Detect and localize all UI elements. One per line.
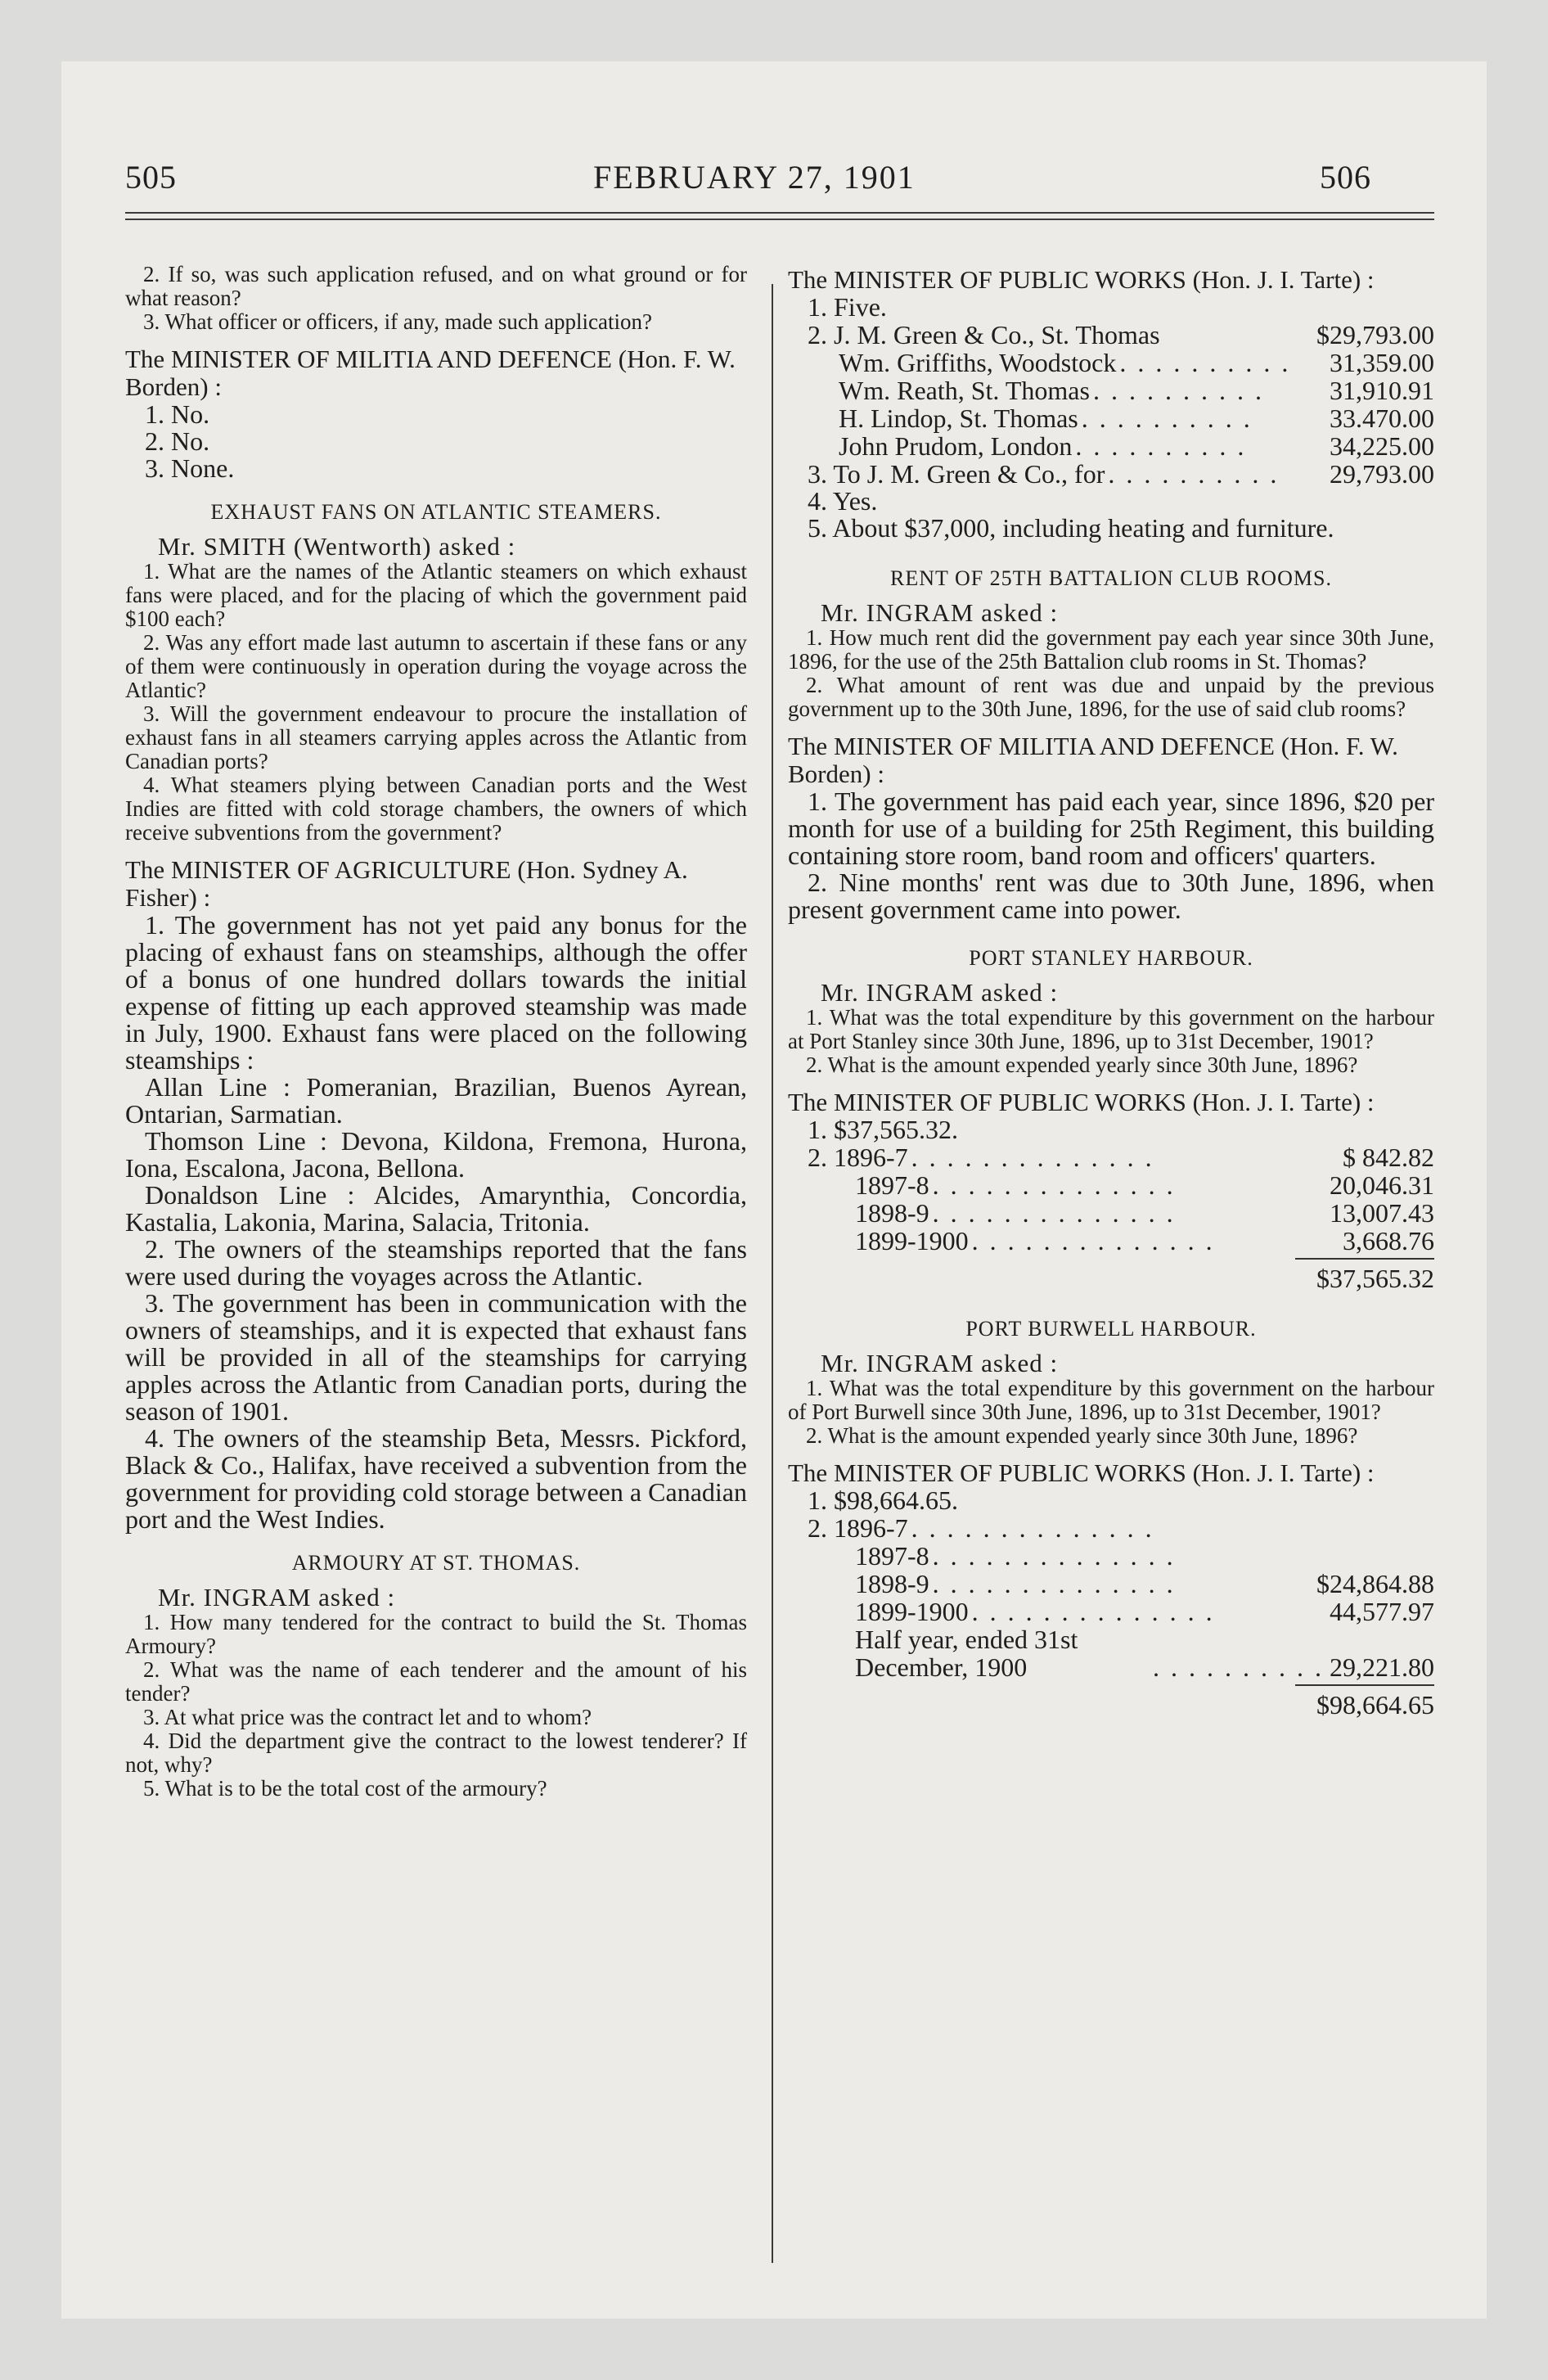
fiscal-year: 1897-8 [855,1541,929,1571]
answer: 1. Five. [808,292,887,322]
tender-name: Wm. Reath, St. Thomas [839,376,1090,405]
answer: 2. Nine months' rent was due to 30th June, 1896, when present government came into power. [788,868,1434,924]
tender-amount: 34,225.00 [1330,431,1434,461]
header-rule-top [125,212,1434,214]
question: 2. Was any effort made last autumn to ascertain if these fans or any of them were continuously in operation during the voyage across the Atlantic? [125,630,747,702]
tender-row: Wm. Reath, St. Thomas . . . . . . . . . . 31,910.91 [839,376,1434,405]
question: 1. How many tendered for the contract to build the St. Thomas Armoury? [125,1610,747,1658]
minister-name: The MINISTER OF AGRICULTURE (Hon. Sydney A. Fisher) : [125,855,688,912]
tender-name: 2. J. M. Green & Co., St. Thomas [808,320,1160,349]
answer: 3. The government has been in communication with the owners of steamships, and it is expected that exhaust fans will be provided in all of the steamships for carrying apples across the Atlantic from Canadian ports, during the season of 1901. [125,1288,747,1426]
fiscal-year: 1897-8 [855,1170,929,1200]
minister-name: The MINISTER OF PUBLIC WORKS (Hon. J. I. Tarte) : [788,265,1375,294]
answer: 1. No. [145,399,210,429]
expenditure-row: Half year, ended 31st December, 1900 . . . . . . . . . . 29,221.80 [855,1625,1434,1682]
left-page-number: 505 [125,159,177,196]
answer: 4. The owners of the steamship Beta, Messrs. Pickford, Black & Co., Halifax, have received a subvention from the government for providing cold storage between a Canadian port and the West Indies. [125,1423,747,1534]
question: 2. If so, was such application refused, and on what ground or for what reason? [125,262,747,310]
tender-row: Wm. Griffiths, Woodstock . . . . . . . . . . 31,359.00 [839,348,1434,377]
question: 5. What is to be the total cost of the armoury? [143,1776,547,1801]
question: 3. What officer or officers, if any, made such application? [143,309,653,334]
left-column [125,263,747,1801]
answer: 1. The government has paid each year, since 1896, $20 per month for use of a building for 25th Regiment, this building containing store room, band room and officers' quarters. [788,787,1434,870]
minister-name: The MINISTER OF PUBLIC WORKS (Hon. J. I. Tarte) : [788,1088,1375,1116]
amount: $24,864.88 [1316,1569,1434,1598]
tender-row: John Prudom, London . . . . . . . . . . 34,225.00 [839,431,1434,461]
stanley-total: $37,565.32 [1316,1264,1434,1293]
tender-row: H. Lindop, St. Thomas . . . . . . . . . . 33.470.00 [839,403,1434,433]
page-date: FEBRUARY 27, 1901 [593,159,916,196]
burwell-total: $98,664.65 [1316,1690,1434,1720]
tender-name: John Prudom, London [839,431,1073,461]
expenditure-row: 2. 1896-7 . . . . . . . . . . . . . . [808,1513,1154,1543]
member-asked: Mr. SMITH (Wentworth) asked : [158,532,516,561]
expenditure-row: 1897-8 . . . . . . . . . . . . . . [855,1541,1176,1571]
newspaper-page [61,61,1487,2319]
answer: 2. The owners of the steamships reported that the fans were used during the voyages across the Atlantic. [125,1234,747,1291]
question: 4. Did the department give the contract to the lowest tenderer? If not, why? [125,1729,747,1777]
member-asked: Mr. INGRAM asked : [821,1349,1059,1377]
tender-amount: 31,359.00 [1330,348,1434,377]
minister-name: The MINISTER OF PUBLIC WORKS (Hon. J. I. Tarte) : [788,1458,1375,1487]
tender-amount: $29,793.00 [1316,320,1434,349]
section-heading: EXHAUST FANS ON ATLANTIC STEAMERS. [210,500,662,524]
section-heading: PORT STANLEY HARBOUR. [969,946,1253,970]
expenditure-row: 1899-1900 . . . . . . . . . . . . . . 44,577.97 [855,1597,1434,1626]
tender-name: H. Lindop, St. Thomas [839,403,1078,433]
answer: Allan Line : Pomeranian, Brazilian, Buenos Ayrean, Ontarian, Sarmatian. [125,1072,747,1129]
question: 2. What was the name of each tenderer and the amount of his tender? [125,1657,747,1706]
answer: 1. $98,664.65. [808,1485,958,1515]
answer: 2. No. [145,426,210,456]
amount: 20,046.31 [1330,1170,1434,1200]
right-page-number: 506 [1320,159,1371,196]
fiscal-year: 1899-1900 [855,1597,969,1626]
fiscal-year: 1898-9 [855,1569,929,1598]
right-column [788,263,1434,1719]
amount: 13,007.43 [1330,1198,1434,1228]
answer: Thomson Line : Devona, Kildona, Fremona, Hurona, Iona, Escalona, Jacona, Bellona. [125,1126,747,1183]
answer: 3. None. [145,453,235,483]
expenditure-row: 2. 1896-7 . . . . . . . . . . . . . . $ 842.82 [808,1143,1434,1172]
amount: $ 842.82 [1343,1143,1434,1172]
fiscal-year: 1899-1900 [855,1226,969,1255]
question: 1. What was the total expenditure by this government on the harbour of Port Burwell since 30th June, 1896, up to 31st December, 1901? [788,1376,1434,1424]
sum-rule [1295,1258,1434,1260]
section-heading: ARMOURY AT ST. THOMAS. [291,1551,581,1575]
tender-name: 3. To J. M. Green & Co., for [808,459,1105,489]
answer: 5. About $37,000, including heating and furniture. [808,513,1334,543]
tender-row [788,321,1434,349]
amount: 3,668.76 [1343,1226,1434,1255]
amount: 44,577.97 [1330,1597,1434,1626]
member-asked: Mr. INGRAM asked : [821,598,1059,627]
column-divider [772,284,773,2263]
tender-amount: 31,910.91 [1330,376,1434,405]
question: 1. What are the names of the Atlantic steamers on which exhaust fans were placed, and for the placing of which the government paid $100 each? [125,559,747,631]
sum-rule [1295,1684,1434,1686]
minister-name: The MINISTER OF MILITIA AND DEFENCE (Hon. F. W. Borden) : [125,345,736,401]
fiscal-year: 1898-9 [855,1198,929,1228]
fiscal-year: 2. 1896-7 [808,1513,908,1543]
question: 4. What steamers plying between Canadian ports and the West Indies are fitted with cold storage chambers, the owners of which receive subventions from the government? [125,773,747,845]
answer: 4. Yes. [808,486,878,516]
section-heading: PORT BURWELL HARBOUR. [965,1317,1257,1341]
section-heading: RENT OF 25TH BATTALION CLUB ROOMS. [890,566,1332,590]
amount: 29,221.80 [1330,1652,1434,1682]
tender-amount: 29,793.00 [1330,459,1434,489]
answer: 1. The government has not yet paid any bonus for the placing of exhaust fans on steamships, although the offer of a bonus of one hundred dollars towards the initial expense of fitting up each approved steamship was made in July, 1900. Exhaust fans were placed on the following steamships : [125,910,747,1075]
tender-row: 3. To J. M. Green & Co., for . . . . . . . . . . 29,793.00 [808,459,1434,489]
question: 1. What was the total expenditure by this government on the harbour at Port Stanley since 30th June, 1896, up to 31st December, 1901? [788,1005,1434,1053]
answer: Donaldson Line : Alcides, Amarynthia, Concordia, Kastalia, Lakonia, Marina, Salacia, Tritonia. [125,1180,747,1237]
question: 1. How much rent did the government pay each year since 30th June, 1896, for the use of the 25th Battalion club rooms in St. Thomas? [788,625,1434,674]
question: 3. At what price was the contract let and to whom? [143,1705,592,1729]
tender-name: Wm. Griffiths, Woodstock [839,348,1117,377]
question: 2. What is the amount expended yearly since 30th June, 1896? [806,1423,1358,1448]
fiscal-year: 2. 1896-7 [808,1143,908,1172]
question: 2. What is the amount expended yearly since 30th June, 1896? [806,1053,1358,1077]
minister-name: The MINISTER OF MILITIA AND DEFENCE (Hon. F. W. Borden) : [788,732,1398,788]
question: 3. Will the government endeavour to procure the installation of exhaust fans in all steamers carrying apples across the Atlantic from Canadian ports? [125,701,747,773]
member-asked: Mr. INGRAM asked : [158,1583,396,1611]
tender-amount: 33.470.00 [1330,403,1434,433]
question: 2. What amount of rent was due and unpaid by the previous government up to the 30th June, 1896, for the use of said club rooms? [788,673,1434,721]
fiscal-year: Half year, ended 31st December, 1900 [855,1625,1078,1682]
member-asked: Mr. INGRAM asked : [821,978,1059,1007]
answer: 1. $37,565.32. [808,1115,958,1144]
expenditure-row: 1898-9 . . . . . . . . . . . . . . $24,864.88 [855,1569,1434,1598]
expenditure-row: 1897-8 . . . . . . . . . . . . . . 20,046.31 [855,1170,1434,1200]
expenditure-row: 1898-9 . . . . . . . . . . . . . . 13,007.43 [855,1198,1434,1228]
expenditure-row: 1899-1900 . . . . . . . . . . . . . . 3,668.76 [855,1226,1434,1255]
header-rule-bottom [125,219,1434,220]
